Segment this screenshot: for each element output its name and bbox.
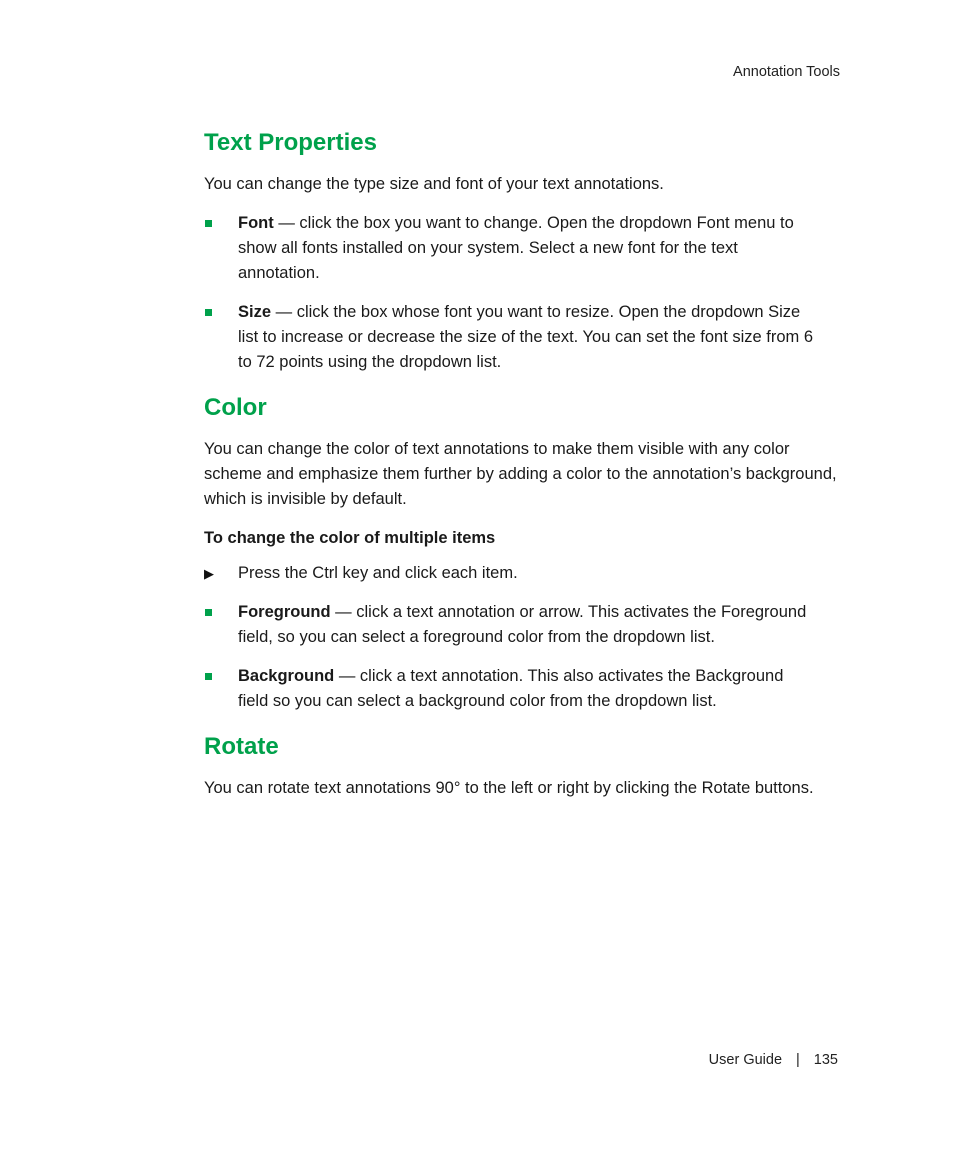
bullet-text: — click a text annotation. This also activates the Background field so you can select a background color from the dropdown list.	[238, 667, 784, 710]
section-heading: Text Properties	[204, 129, 377, 156]
section-rotate	[204, 732, 844, 801]
step-text: Press the Ctrl key and click each item.	[238, 564, 518, 582]
section-intro: You can change the color of text annotations to make them visible with any color scheme and emphasize them further by adding a color to the annotation’s background, which is invisible by default.	[204, 440, 837, 508]
page-content	[204, 128, 844, 815]
section-color	[204, 393, 844, 714]
bullet-item-size	[204, 300, 818, 375]
section-heading: Rotate	[204, 733, 279, 760]
bullet-text: — click the box you want to change. Open the dropdown Font menu to show all fonts installed on your system. Select a new font for the text annotation.	[238, 214, 794, 282]
square-bullet-icon	[205, 609, 212, 616]
bullet-item-font	[204, 211, 818, 286]
section-text-properties	[204, 128, 844, 375]
bullet-text: — click a text annotation or arrow. This activates the Foreground field, so you can select a foreground color from the dropdown list.	[238, 603, 807, 646]
bullet-term: Size	[238, 303, 272, 321]
bullet-text: — click the box whose font you want to resize. Open the dropdown Size list to increase or decrease the size of the text. You can set the font size from 6 to 72 points using the dropdown list.	[238, 303, 814, 371]
square-bullet-icon	[205, 309, 212, 316]
procedure-step	[204, 561, 818, 586]
footer-separator: |	[796, 1052, 800, 1068]
bullet-term: Foreground	[238, 603, 331, 621]
page-number: 135	[813, 1052, 838, 1068]
bullet-item-background	[204, 664, 818, 714]
triangle-right-icon: ▶	[204, 566, 214, 581]
running-header: Annotation Tools	[733, 64, 840, 80]
bullet-term: Font	[238, 214, 274, 232]
section-heading: Color	[204, 394, 267, 421]
running-footer	[709, 1052, 838, 1068]
square-bullet-icon	[205, 220, 212, 227]
section-intro: You can change the type size and font of your text annotations.	[204, 175, 664, 193]
procedure-heading: To change the color of multiple items	[204, 529, 496, 547]
square-bullet-icon	[205, 673, 212, 680]
bullet-term: Background	[238, 667, 335, 685]
bullet-item-foreground	[204, 600, 818, 650]
footer-guide-title: User Guide	[708, 1052, 783, 1068]
section-intro: You can rotate text annotations 90° to the left or right by clicking the Rotate buttons.	[204, 779, 814, 797]
